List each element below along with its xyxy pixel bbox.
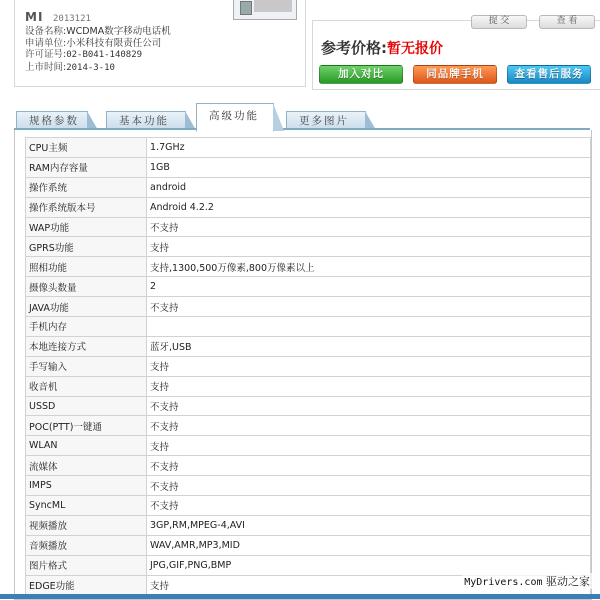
tab-bar [14,103,600,128]
spec-value: 不支持 [147,297,591,317]
spec-row [26,515,591,535]
spec-value: 不支持 [147,496,591,516]
spec-value: 支持 [147,356,591,376]
spec-key: WLAN [26,436,147,456]
spec-key: 操作系统 [26,177,147,197]
field-release-date: 上市时间:2014-3-10 [25,61,115,73]
spec-key: 照相功能 [26,257,147,277]
spec-key: RAM内存容量 [26,157,147,177]
spec-row [26,277,591,297]
spec-key: JAVA功能 [26,297,147,317]
spec-value: 支持 [147,575,591,595]
spec-key: 摄像头数量 [26,277,147,297]
same-brand-button[interactable]: 同品牌手机 [413,65,497,84]
spec-row [26,356,591,376]
spec-key: SyncML [26,496,147,516]
spec-row [26,396,591,416]
spec-value: 不支持 [147,396,591,416]
spec-row [26,376,591,396]
spec-key: 图片格式 [26,555,147,575]
view-button[interactable]: 查 看 [539,15,595,29]
field-license: 许可证号:02-B041-140829 [25,49,143,60]
spec-value [147,317,591,337]
spec-value: android [147,177,591,197]
spec-value: 1.7GHz [147,138,591,158]
spec-row [26,476,591,496]
spec-panel [14,130,592,600]
spec-row [26,336,591,356]
spec-table [25,137,591,600]
spec-row [26,157,591,177]
spec-value: 不支持 [147,476,591,496]
spec-key: EDGE功能 [26,575,147,595]
device-info-panel [14,0,306,87]
field-device-name: 设备名称:WCDMA数字移动电话机 [25,26,171,37]
spec-row [26,197,591,217]
device-thumbnail[interactable] [233,0,297,20]
spec-value: 2 [147,277,591,297]
spec-row [26,456,591,476]
spec-key: IMPS [26,476,147,496]
price-label: 参考价格:暂无报价 [321,39,443,57]
field-applicant: 申请单位:小米科技有限责任公司 [25,37,162,49]
spec-row [26,237,591,257]
price-value: 暂无报价 [387,41,443,57]
add-compare-button[interactable]: 加入对比 [319,65,403,84]
submit-button[interactable]: 提 交 [471,15,527,29]
spec-key: GPRS功能 [26,237,147,257]
spec-key: POC(PTT)一键通 [26,416,147,436]
spec-row [26,436,591,456]
spec-value: 支持 [147,436,591,456]
tab-more-images[interactable]: 更多图片 [286,111,366,130]
spec-key: WAP功能 [26,217,147,237]
spec-row [26,138,591,158]
spec-row [26,297,591,317]
spec-key: 手写输入 [26,356,147,376]
spec-row [26,317,591,337]
spec-value: 1GB [147,157,591,177]
model-number: 2013121 [53,14,91,24]
spec-row [26,177,591,197]
tab-specs[interactable]: 规格参数 [16,111,88,130]
spec-value: 不支持 [147,217,591,237]
tab-basic[interactable]: 基本功能 [106,111,186,130]
spec-key: 本地连接方式 [26,336,147,356]
phone-image-icon [240,1,252,15]
spec-key: 手机内存 [26,317,147,337]
spec-row [26,217,591,237]
spec-key: 操作系统版本号 [26,197,147,217]
spec-key: 流媒体 [26,456,147,476]
spec-value: 支持 [147,237,591,257]
bottom-strip [0,594,600,599]
spec-key: USSD [26,396,147,416]
spec-value: JPG,GIF,PNG,BMP [147,555,591,575]
site-watermark: MyDrivers.com 驱动之家 [464,575,590,588]
spec-value: Android 4.2.2 [147,197,591,217]
spec-row [26,257,591,277]
after-sales-button[interactable]: 查看售后服务 [507,65,591,84]
spec-row [26,416,591,436]
spec-value: 支持,1300,500万像素,800万像素以上 [147,257,591,277]
spec-row [26,535,591,555]
spec-key: 音频播放 [26,535,147,555]
spec-key: 视频播放 [26,515,147,535]
spec-value: 3GP,RM,MPEG-4,AVI [147,515,591,535]
spec-value: 不支持 [147,416,591,436]
spec-value: 不支持 [147,456,591,476]
device-fields [25,26,171,74]
mi-logo: MI [25,10,44,24]
spec-key: 收音机 [26,376,147,396]
price-panel [312,16,600,90]
spec-value: 蓝牙,USB [147,336,591,356]
spec-row [26,496,591,516]
thumbnail-bar [254,0,292,12]
tab-advanced[interactable]: 高级功能 [196,103,274,132]
spec-value: WAV,AMR,MP3,MID [147,535,591,555]
spec-key: CPU主频 [26,138,147,158]
spec-value: 支持 [147,376,591,396]
